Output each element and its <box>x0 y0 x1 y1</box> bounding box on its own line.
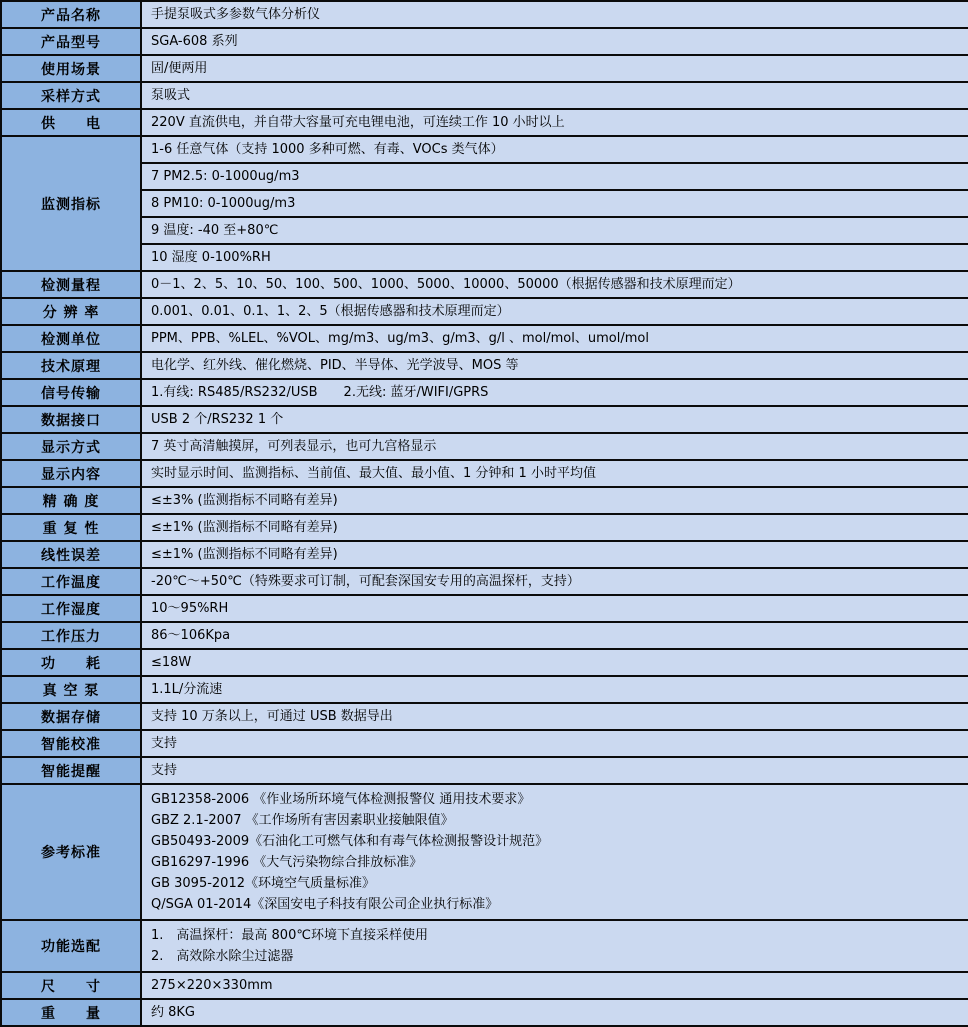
spec-value: SGA-608 系列 <box>141 28 968 55</box>
spec-label: 工作温度 <box>1 568 141 595</box>
table-row <box>1 622 968 649</box>
table-row <box>1 271 968 298</box>
spec-label: 显示内容 <box>1 460 141 487</box>
spec-value: ≤18W <box>141 649 968 676</box>
table-row <box>1 703 968 730</box>
table-row <box>1 325 968 352</box>
spec-value: 0.001、0.01、0.1、1、2、5（根据传感器和技术原理而定） <box>141 298 968 325</box>
table-row <box>1 920 968 972</box>
table-row <box>1 352 968 379</box>
spec-value-line: Q/SGA 01-2014《深国安电子科技有限公司企业执行标准》 <box>151 897 499 912</box>
spec-value: 支持 <box>141 730 968 757</box>
table-row <box>1 136 968 163</box>
table-row <box>1 757 968 784</box>
spec-value-line: GB50493-2009《石油化工可燃气体和有毒气体检测报警设计规范》 <box>151 834 549 849</box>
table-row <box>1 649 968 676</box>
spec-value-line: 2. 高效除水除尘过滤器 <box>151 949 294 964</box>
table-row <box>1 568 968 595</box>
table-row <box>1 999 968 1026</box>
table-row <box>1 379 968 406</box>
spec-value: 1-6 任意气体（支持 1000 多种可燃、有毒、VOCs 类气体） <box>141 136 968 163</box>
spec-value: 220V 直流供电，并自带大容量可充电锂电池，可连续工作 10 小时以上 <box>141 109 968 136</box>
spec-label: 检测量程 <box>1 271 141 298</box>
table-row <box>1 676 968 703</box>
spec-label: 检测单位 <box>1 325 141 352</box>
spec-label: 参考标准 <box>1 784 141 920</box>
spec-value: 7 PM2.5: 0-1000ug/m3 <box>141 163 968 190</box>
spec-value <box>141 784 968 920</box>
spec-value: ≤±1% (监测指标不同略有差异) <box>141 541 968 568</box>
spec-value: 0－1、2、5、10、50、100、500、1000、5000、10000、50000（根据传感器和技术原理而定） <box>141 271 968 298</box>
spec-value-line: 1. 高温探杆：最高 800℃环境下直接采样使用 <box>151 928 428 943</box>
spec-label: 使用场景 <box>1 55 141 82</box>
spec-value: 实时显示时间、监测指标、当前值、最大值、最小值、1 分钟和 1 小时平均值 <box>141 460 968 487</box>
spec-value: 8 PM10: 0-1000ug/m3 <box>141 190 968 217</box>
spec-label: 智能校准 <box>1 730 141 757</box>
table-row <box>1 28 968 55</box>
spec-value: PPM、PPB、%LEL、%VOL、mg/m3、ug/m3、g/m3、g/l 、mol/mol、umol/mol <box>141 325 968 352</box>
table-row <box>1 433 968 460</box>
table-row <box>1 244 968 271</box>
table-row <box>1 109 968 136</box>
spec-value: 275×220×330mm <box>141 972 968 999</box>
spec-label: 监测指标 <box>1 136 141 271</box>
spec-label: 信号传输 <box>1 379 141 406</box>
spec-label: 产品型号 <box>1 28 141 55</box>
spec-table-body <box>1 1 968 1026</box>
spec-value: 支持 10 万条以上，可通过 USB 数据导出 <box>141 703 968 730</box>
spec-value: 86～106Kpa <box>141 622 968 649</box>
spec-value: 1.有线: RS485/RS232/USB 2.无线: 蓝牙/WIFI/GPRS <box>141 379 968 406</box>
table-row <box>1 487 968 514</box>
spec-label: 功 耗 <box>1 649 141 676</box>
table-row <box>1 217 968 244</box>
spec-value: 10 湿度 0-100%RH <box>141 244 968 271</box>
spec-value <box>141 920 968 972</box>
spec-value: 固/便两用 <box>141 55 968 82</box>
spec-value: 10～95%RH <box>141 595 968 622</box>
spec-value: USB 2 个/RS232 1 个 <box>141 406 968 433</box>
spec-value-line: GB 3095-2012《环境空气质量标准》 <box>151 876 375 891</box>
table-row <box>1 460 968 487</box>
spec-value-line: GB12358-2006 《作业场所环境气体检测报警仪 通用技术要求》 <box>151 792 531 807</box>
table-row <box>1 514 968 541</box>
table-row <box>1 55 968 82</box>
table-row <box>1 1 968 28</box>
spec-label: 显示方式 <box>1 433 141 460</box>
spec-value: 9 温度: -40 至+80℃ <box>141 217 968 244</box>
spec-value: 泵吸式 <box>141 82 968 109</box>
table-row <box>1 784 968 920</box>
table-row <box>1 82 968 109</box>
spec-label: 精 确 度 <box>1 487 141 514</box>
spec-value: ≤±1% (监测指标不同略有差异) <box>141 514 968 541</box>
table-row <box>1 190 968 217</box>
spec-label: 数据接口 <box>1 406 141 433</box>
table-row <box>1 541 968 568</box>
spec-value-line: GB16297-1996 《大气污染物综合排放标准》 <box>151 855 423 870</box>
spec-label: 尺 寸 <box>1 972 141 999</box>
spec-label: 技术原理 <box>1 352 141 379</box>
spec-value: 约 8KG <box>141 999 968 1026</box>
spec-label: 功能选配 <box>1 920 141 972</box>
table-row <box>1 972 968 999</box>
spec-label: 采样方式 <box>1 82 141 109</box>
spec-label: 产品名称 <box>1 1 141 28</box>
spec-value: 1.1L/分流速 <box>141 676 968 703</box>
spec-label: 分 辨 率 <box>1 298 141 325</box>
spec-label: 工作湿度 <box>1 595 141 622</box>
spec-label: 重 量 <box>1 999 141 1026</box>
spec-label: 数据存储 <box>1 703 141 730</box>
spec-value-line: GBZ 2.1-2007 《工作场所有害因素职业接触限值》 <box>151 813 454 828</box>
table-row <box>1 406 968 433</box>
spec-label: 重 复 性 <box>1 514 141 541</box>
spec-label: 供 电 <box>1 109 141 136</box>
spec-label: 线性误差 <box>1 541 141 568</box>
spec-value: -20℃～+50℃（特殊要求可订制，可配套深国安专用的高温探杆，支持） <box>141 568 968 595</box>
table-row <box>1 730 968 757</box>
spec-value: ≤±3% (监测指标不同略有差异) <box>141 487 968 514</box>
spec-value: 支持 <box>141 757 968 784</box>
spec-label: 真 空 泵 <box>1 676 141 703</box>
spec-value: 手提泵吸式多参数气体分析仪 <box>141 1 968 28</box>
spec-label: 智能提醒 <box>1 757 141 784</box>
spec-value: 7 英寸高清触摸屏，可列表显示，也可九宫格显示 <box>141 433 968 460</box>
table-row <box>1 595 968 622</box>
spec-label: 工作压力 <box>1 622 141 649</box>
spec-value: 电化学、红外线、催化燃烧、PID、半导体、光学波导、MOS 等 <box>141 352 968 379</box>
table-row <box>1 298 968 325</box>
table-row <box>1 163 968 190</box>
